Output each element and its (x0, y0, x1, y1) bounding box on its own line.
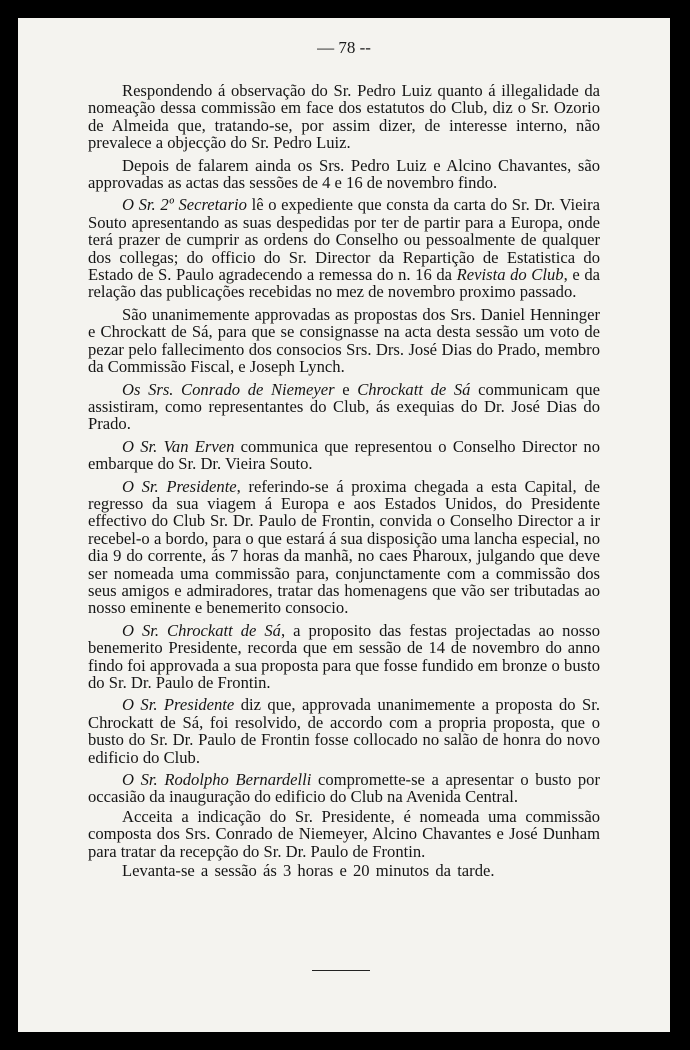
paragraph (88, 196, 600, 300)
paragraph (88, 478, 600, 617)
text-run: communicam que assistiram, como representantes do Club, ás exequias do Dr. José Dias do Prado. (88, 379, 600, 434)
text-run: compromette-se a apresentar o busto por occasião da inauguração do edificio do Club na Avenida Central. (88, 770, 600, 807)
text-run: communica que representou o Conselho Director no embarque do Sr. Dr. Vieira Souto. (88, 436, 600, 474)
italic-name: Chrockatt de Sá (357, 379, 471, 399)
page-number: — 78 -- (317, 38, 371, 57)
paragraph (88, 808, 600, 860)
paragraph (88, 82, 600, 152)
text-run: e (334, 379, 358, 399)
closing-rule (312, 970, 370, 971)
italic-name: Revista do Club (456, 265, 564, 285)
document-page (18, 18, 670, 1032)
text-run: , a proposito das festas projectadas ao nosso benemerito Presidente, recorda que em sessão de 14 de novembro do anno findo foi approvada a sua proposta para que fosse fundido em bronze o busto do Sr. Dr. Paulo de Frontin. (88, 620, 600, 692)
paragraph (88, 381, 600, 433)
text-run: , e da relação das publicações recebidas no mez de novembro proximo passado. (88, 265, 600, 302)
italic-name: O Sr. 2º Secretario (122, 195, 247, 215)
paragraph (88, 696, 600, 766)
paragraph (88, 306, 600, 376)
paragraph (88, 438, 600, 473)
minutes-body (88, 82, 600, 884)
italic-name: Os Srs. Conrado de Niemeyer (122, 379, 335, 399)
paragraph (88, 771, 600, 806)
italic-name: O Sr. Presidente (122, 476, 237, 496)
text-run: São unanimemente approvadas as propostas dos Srs. Daniel Henninger e Chrockatt de Sá, para que se consignasse na acta desta sessão um voto de pezar pelo fallecimento dos consocios Srs. Drs. José Dias do Prado, membro da Commissão Fiscal, e Joseph Lynch. (88, 304, 600, 377)
italic-name: O Sr. Van Erven (122, 436, 235, 456)
text-run: diz que, approvada unanimemente a proposta do Sr. Chrockatt de Sá, foi resolvido, de accordo com a propria proposta, que o busto do Sr. Dr. Paulo de Frontin fosse collocado no salão de honra do novo edificio do Club. (88, 695, 600, 767)
text-run: lê o expediente que consta da carta do Sr. Dr. Vieira Souto apresentando as suas despedidas por ter de partir para a Europa, onde terá prazer de cumprir as ordens do Conselho ou pessoalmente de qualquer dos collegas; do officio do Sr. Director da Repartição de Estatistica do Estado de S. Paulo agradecendo a remessa do n. 16 da (88, 195, 600, 285)
text-run: Levanta-se a sessão ás 3 horas e 20 minutos da tarde. (122, 861, 495, 881)
text-run: Respondendo á observação do Sr. Pedro Luiz quanto á illegalidade da nomeação dessa commissão em face dos estatutos do Club, diz o Sr. Ozorio de Almeida que, tratando-se, por assim dizer, de interesse interno, não prevalece a objecção do Sr. Pedro Luiz. (88, 81, 600, 153)
paragraph (88, 157, 600, 192)
italic-name: O Sr. Rodolpho Bernardelli (122, 770, 312, 790)
italic-name: O Sr. Chrockatt de Sá (122, 620, 281, 640)
paragraph (88, 622, 600, 692)
text-run: , referindo-se á proxima chegada a esta Capital, de regresso da sua viagem á Europa e aos Estados Unidos, do Presidente effectivo do Club Sr. Dr. Paulo de Frontin, convida o Conselho Director a ir recebel-o a bordo, para o que estará á sua disposição uma lancha especial, no dia 9 do corrente, ás 7 horas da manhã, no caes Pharoux, julgando que deve ser nomeada uma commissão para, conjunctamente com a commissão dos seus amigos e admiradores, tratar das homenagens que vão ser tributadas ao nosso eminente e benemerito consocio. (88, 476, 600, 618)
text-run: Acceita a indicação do Sr. Presidente, é nomeada uma commissão composta dos Srs. Conrado de Niemeyer, Alcino Chavantes e José Dunham para tratar da recepção do Sr. Dr. Paulo de Frontin. (88, 806, 600, 861)
paragraph (88, 862, 600, 879)
text-run: Depois de falarem ainda os Srs. Pedro Luiz e Alcino Chavantes, são approvadas as actas das sessões de 4 e 16 de novembro findo. (88, 155, 600, 193)
italic-name: O Sr. Presidente (122, 695, 235, 715)
